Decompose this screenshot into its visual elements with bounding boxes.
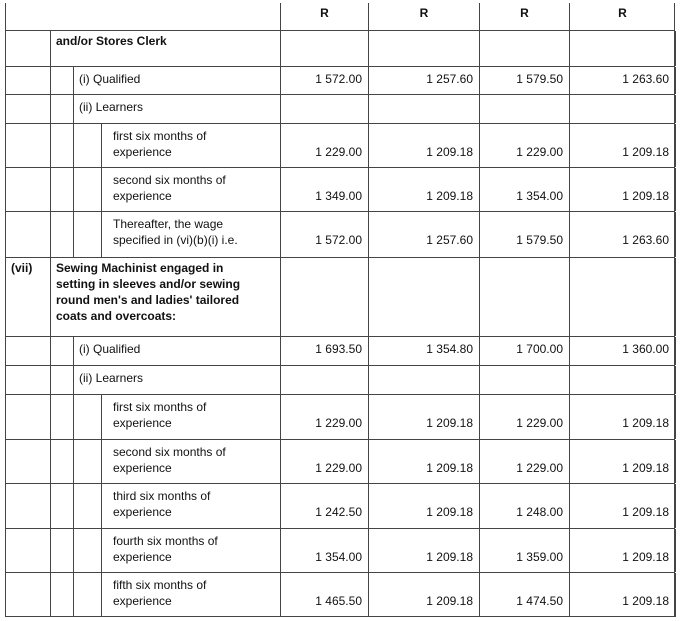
col-divider [50, 440, 51, 483]
col-divider [5, 31, 6, 66]
col-divider [675, 95, 676, 123]
amount-cell: 1 209.18 [426, 550, 473, 564]
sub-label: (i) Qualified [79, 72, 141, 86]
col-divider [50, 337, 51, 365]
col-divider [73, 573, 74, 617]
main-label-line: coats and overcoats: [56, 309, 177, 323]
col-divider [675, 212, 676, 257]
table-row [5, 167, 675, 211]
amount-cell: 1 693.50 [315, 342, 362, 356]
item-label-line: fourth six months of [113, 534, 218, 548]
table-bottom-edge [5, 616, 675, 617]
amount-cell: 1 209.18 [622, 145, 669, 159]
col-divider [675, 573, 676, 617]
col-divider [101, 484, 102, 528]
col-divider [479, 258, 480, 336]
col-divider [73, 95, 74, 123]
amount-cell: 1 229.00 [516, 416, 563, 430]
item-label-line: experience [113, 505, 172, 519]
col-divider [50, 95, 51, 123]
col-divider [73, 124, 74, 167]
col-divider [73, 366, 74, 394]
col-divider [50, 366, 51, 394]
amount-cell: 1 354.00 [516, 189, 563, 203]
col-divider [73, 484, 74, 528]
col-divider [50, 31, 51, 66]
col-divider [675, 529, 676, 572]
currency-header-cell [569, 3, 675, 30]
col-divider [675, 366, 676, 394]
col-divider [101, 529, 102, 572]
amount-cell: 1 474.50 [516, 594, 563, 608]
table-right-edge [674, 3, 675, 30]
amount-cell: 1 209.18 [426, 189, 473, 203]
table-right-edge [674, 67, 675, 94]
amount-cell: 1 354.80 [426, 342, 473, 356]
amount-cell: 1 209.18 [426, 505, 473, 519]
item-label-line: third six months of [113, 489, 211, 503]
amount-cell: 1 359.00 [516, 550, 563, 564]
sub-label: (i) Qualified [79, 342, 141, 356]
col-divider [569, 31, 570, 66]
col-divider [73, 395, 74, 439]
currency-header-cell [479, 3, 569, 30]
col-divider [50, 573, 51, 617]
amount-cell: 1 242.50 [315, 505, 362, 519]
col-divider [73, 168, 74, 211]
table-row [5, 336, 675, 365]
amount-cell: 1 349.00 [315, 189, 362, 203]
col-divider [569, 95, 570, 123]
table-right-edge [674, 212, 675, 257]
col-divider [675, 484, 676, 528]
col-divider [675, 440, 676, 483]
col-divider [368, 31, 369, 66]
item-label-line: Thereafter, the wage [113, 217, 224, 231]
item-label-line: second six months of [113, 173, 226, 187]
table-right-edge [674, 573, 675, 617]
table-right-edge [674, 366, 675, 394]
amount-cell: 1 209.18 [426, 145, 473, 159]
col-divider [5, 124, 6, 167]
currency-label: R [618, 6, 627, 20]
item-label-line: experience [113, 550, 172, 564]
item-label-line: second six months of [113, 445, 226, 459]
main-label-line: setting in sleeves and/or sewing [56, 277, 241, 291]
item-label-line: first six months of [113, 129, 207, 143]
col-divider [675, 31, 676, 66]
col-divider [50, 212, 51, 257]
table-row [5, 30, 675, 66]
amount-cell: 1 263.60 [622, 72, 669, 86]
table-row [5, 528, 675, 572]
col-divider [5, 395, 6, 439]
amount-cell: 1 263.60 [622, 233, 669, 247]
item-label-line: experience [113, 189, 172, 203]
amount-cell: 1 572.00 [315, 72, 362, 86]
col-divider [50, 67, 51, 94]
amount-cell: 1 354.00 [315, 550, 362, 564]
amount-cell: 1 257.60 [426, 72, 473, 86]
table-row [5, 123, 675, 167]
col-divider [101, 212, 102, 257]
col-divider [50, 484, 51, 528]
col-divider [5, 258, 6, 336]
item-label-line: experience [113, 416, 172, 430]
amount-cell: 1 360.00 [622, 342, 669, 356]
amount-cell: 1 229.00 [315, 145, 362, 159]
main-label-line: Sewing Machinist engaged in [56, 261, 224, 275]
amount-cell: 1 700.00 [516, 342, 563, 356]
amount-cell: 1 229.00 [315, 416, 362, 430]
col-divider [50, 395, 51, 439]
table-right-edge [674, 529, 675, 572]
table-right-edge [674, 395, 675, 439]
col-divider [5, 168, 6, 211]
amount-cell: 1 465.50 [315, 594, 362, 608]
col-divider [675, 124, 676, 167]
currency-label: R [419, 6, 429, 20]
table-row [5, 66, 675, 94]
col-divider [5, 529, 6, 572]
amount-cell: 1 229.00 [516, 145, 563, 159]
col-divider [675, 395, 676, 439]
amount-cell: 1 209.18 [622, 189, 669, 203]
sub-label: (ii) Learners [79, 371, 144, 385]
col-divider [479, 366, 480, 394]
table-right-edge [674, 31, 675, 66]
table-row [5, 572, 675, 617]
col-divider [50, 168, 51, 211]
col-divider [675, 258, 676, 336]
col-divider [5, 212, 6, 257]
col-divider [101, 395, 102, 439]
amount-cell: 1 209.18 [426, 416, 473, 430]
col-divider [280, 31, 281, 66]
col-divider [368, 258, 369, 336]
table-right-edge [674, 484, 675, 528]
item-label-line: first six months of [113, 400, 207, 414]
item-number: (vii) [11, 261, 33, 275]
table-right-edge [674, 168, 675, 211]
col-divider [5, 3, 6, 30]
item-label-line: experience [113, 594, 172, 608]
col-divider [50, 124, 51, 167]
col-divider [73, 529, 74, 572]
col-divider [73, 440, 74, 483]
col-divider [368, 366, 369, 394]
header-row [5, 3, 675, 30]
table-right-edge [674, 95, 675, 123]
col-divider [73, 67, 74, 94]
amount-cell: 1 229.00 [315, 461, 362, 475]
item-label-line: experience [113, 461, 172, 475]
currency-header-cell [368, 3, 479, 30]
col-divider [280, 366, 281, 394]
col-divider [675, 168, 676, 211]
col-divider [50, 529, 51, 572]
amount-cell: 1 579.50 [516, 233, 563, 247]
col-divider [368, 95, 369, 123]
col-divider [73, 212, 74, 257]
col-divider [101, 573, 102, 617]
col-divider [569, 366, 570, 394]
col-divider [5, 366, 6, 394]
amount-cell: 1 209.18 [426, 594, 473, 608]
col-divider [101, 168, 102, 211]
amount-cell: 1 209.18 [622, 594, 669, 608]
table-row [5, 257, 675, 336]
amount-cell: 1 209.18 [622, 416, 669, 430]
table-right-edge [674, 258, 675, 336]
table-row [5, 394, 675, 439]
section-label: and/or Stores Clerk [56, 34, 167, 48]
col-divider [479, 31, 480, 66]
col-divider [5, 440, 6, 483]
col-divider [101, 124, 102, 167]
table-right-edge [674, 337, 675, 365]
col-divider [5, 337, 6, 365]
amount-cell: 1 209.18 [426, 461, 473, 475]
col-divider [5, 573, 6, 617]
item-label-line: specified in (vi)(b)(i) i.e. [113, 233, 238, 247]
amount-cell: 1 229.00 [516, 461, 563, 475]
col-divider [479, 95, 480, 123]
amount-cell: 1 579.50 [516, 72, 563, 86]
table-right-edge [674, 124, 675, 167]
amount-cell: 1 209.18 [622, 461, 669, 475]
currency-label: R [320, 6, 329, 20]
currency-label: R [520, 6, 529, 20]
item-label-line: fifth six months of [113, 578, 207, 592]
table-right-edge [674, 440, 675, 483]
col-divider [280, 258, 281, 336]
table-row [5, 211, 675, 257]
amount-cell: 1 248.00 [516, 505, 563, 519]
amount-cell: 1 572.00 [315, 233, 362, 247]
col-divider [280, 95, 281, 123]
amount-cell: 1 209.18 [622, 505, 669, 519]
sub-label: (ii) Learners [79, 100, 144, 114]
col-divider [73, 337, 74, 365]
col-divider [569, 258, 570, 336]
col-divider [101, 440, 102, 483]
col-divider [5, 95, 6, 123]
table-row [5, 439, 675, 483]
col-divider [50, 258, 51, 336]
table-row [5, 94, 675, 123]
item-label-line: experience [113, 145, 172, 159]
currency-header-cell [280, 3, 368, 30]
col-divider [5, 67, 6, 94]
amount-cell: 1 257.60 [426, 233, 473, 247]
col-divider [675, 67, 676, 94]
table-row [5, 365, 675, 394]
main-label-line: round men's and ladies' tailored [56, 293, 240, 307]
table-row [5, 483, 675, 528]
amount-cell: 1 209.18 [622, 550, 669, 564]
col-divider [675, 337, 676, 365]
col-divider [5, 484, 6, 528]
